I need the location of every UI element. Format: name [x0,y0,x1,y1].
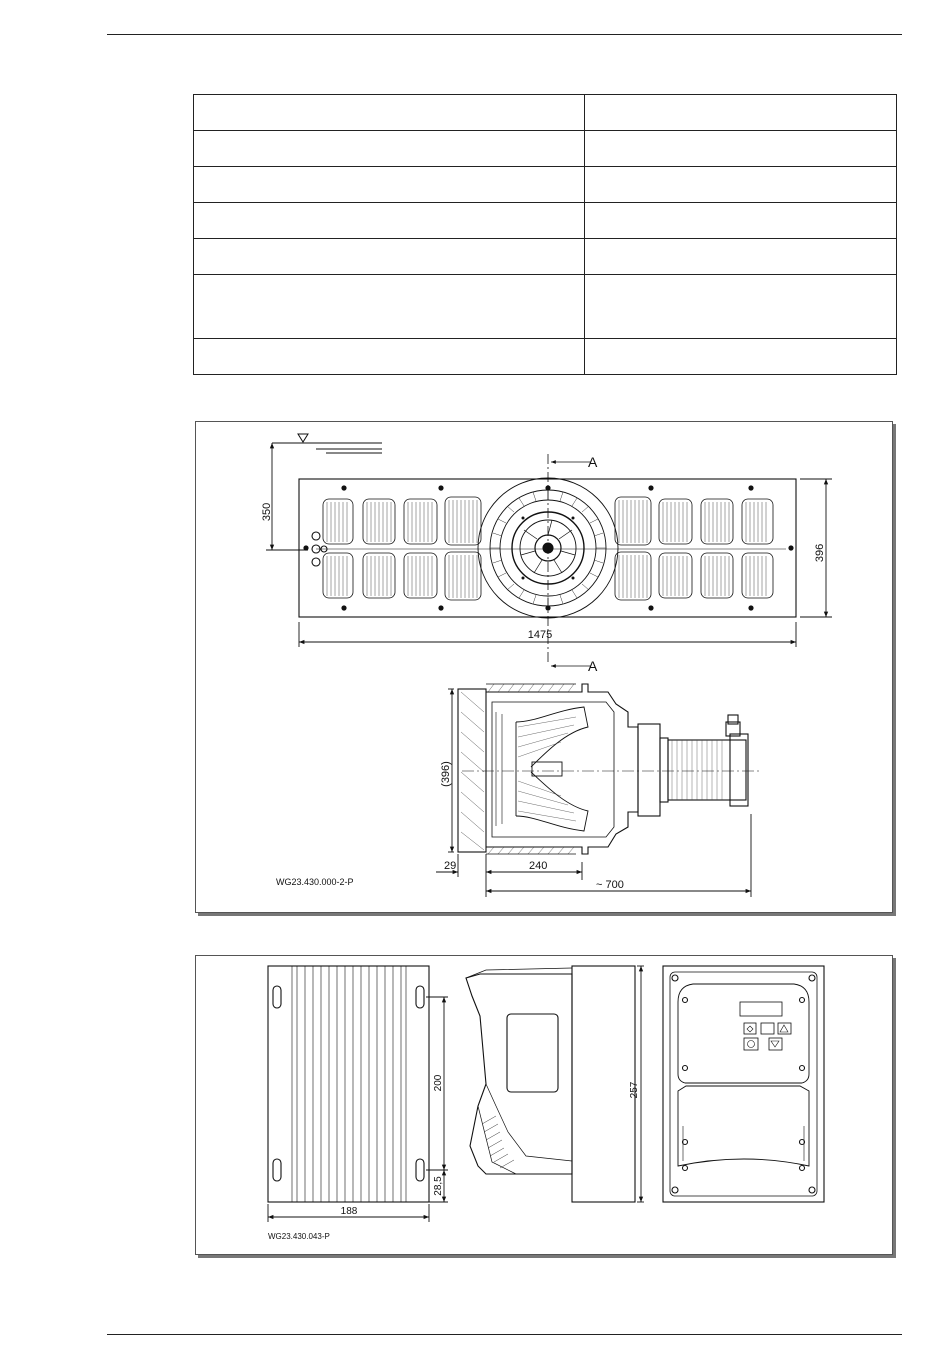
section-a-label-bottom: A [588,658,598,674]
table-row [194,339,897,375]
front-view [299,478,796,618]
table-row [194,167,897,203]
drawing-id: WG23.430.000-2-P [276,877,354,887]
header-rule [107,34,902,35]
dim-240-label: 240 [529,860,548,872]
footer-rule [107,1334,902,1335]
dim-257-label: 257 [629,1081,640,1099]
inverter-side-view [466,966,635,1202]
table-row [194,95,897,131]
section-a-label-top: A [588,454,598,470]
dim-700-label: ~ 700 [596,879,624,891]
dim-396-label: 396 [814,543,826,563]
inverter-front-view [663,966,824,1202]
dim-200-label: 200 [433,1074,444,1092]
drawing-id: WG23.430.043-P [268,1232,330,1241]
spec-table [193,94,897,375]
dim-29-label: 29 [444,860,457,872]
table-row [194,131,897,167]
dim-350-label: 350 [261,502,273,522]
fan-unit-drawing [195,421,893,913]
dim-396-depth-label: (396) [440,761,452,787]
inverter-drawing [195,955,893,1255]
table-row [194,203,897,239]
table-row [194,239,897,275]
inverter-rear-view [268,966,429,1202]
water-level-symbol [272,434,382,453]
side-section-view [458,684,762,854]
dim-1475-label: 1475 [527,629,553,641]
dim-188-label: 188 [340,1206,358,1217]
table-row [194,275,897,339]
dim-28-5-label: 28,5 [433,1176,444,1196]
